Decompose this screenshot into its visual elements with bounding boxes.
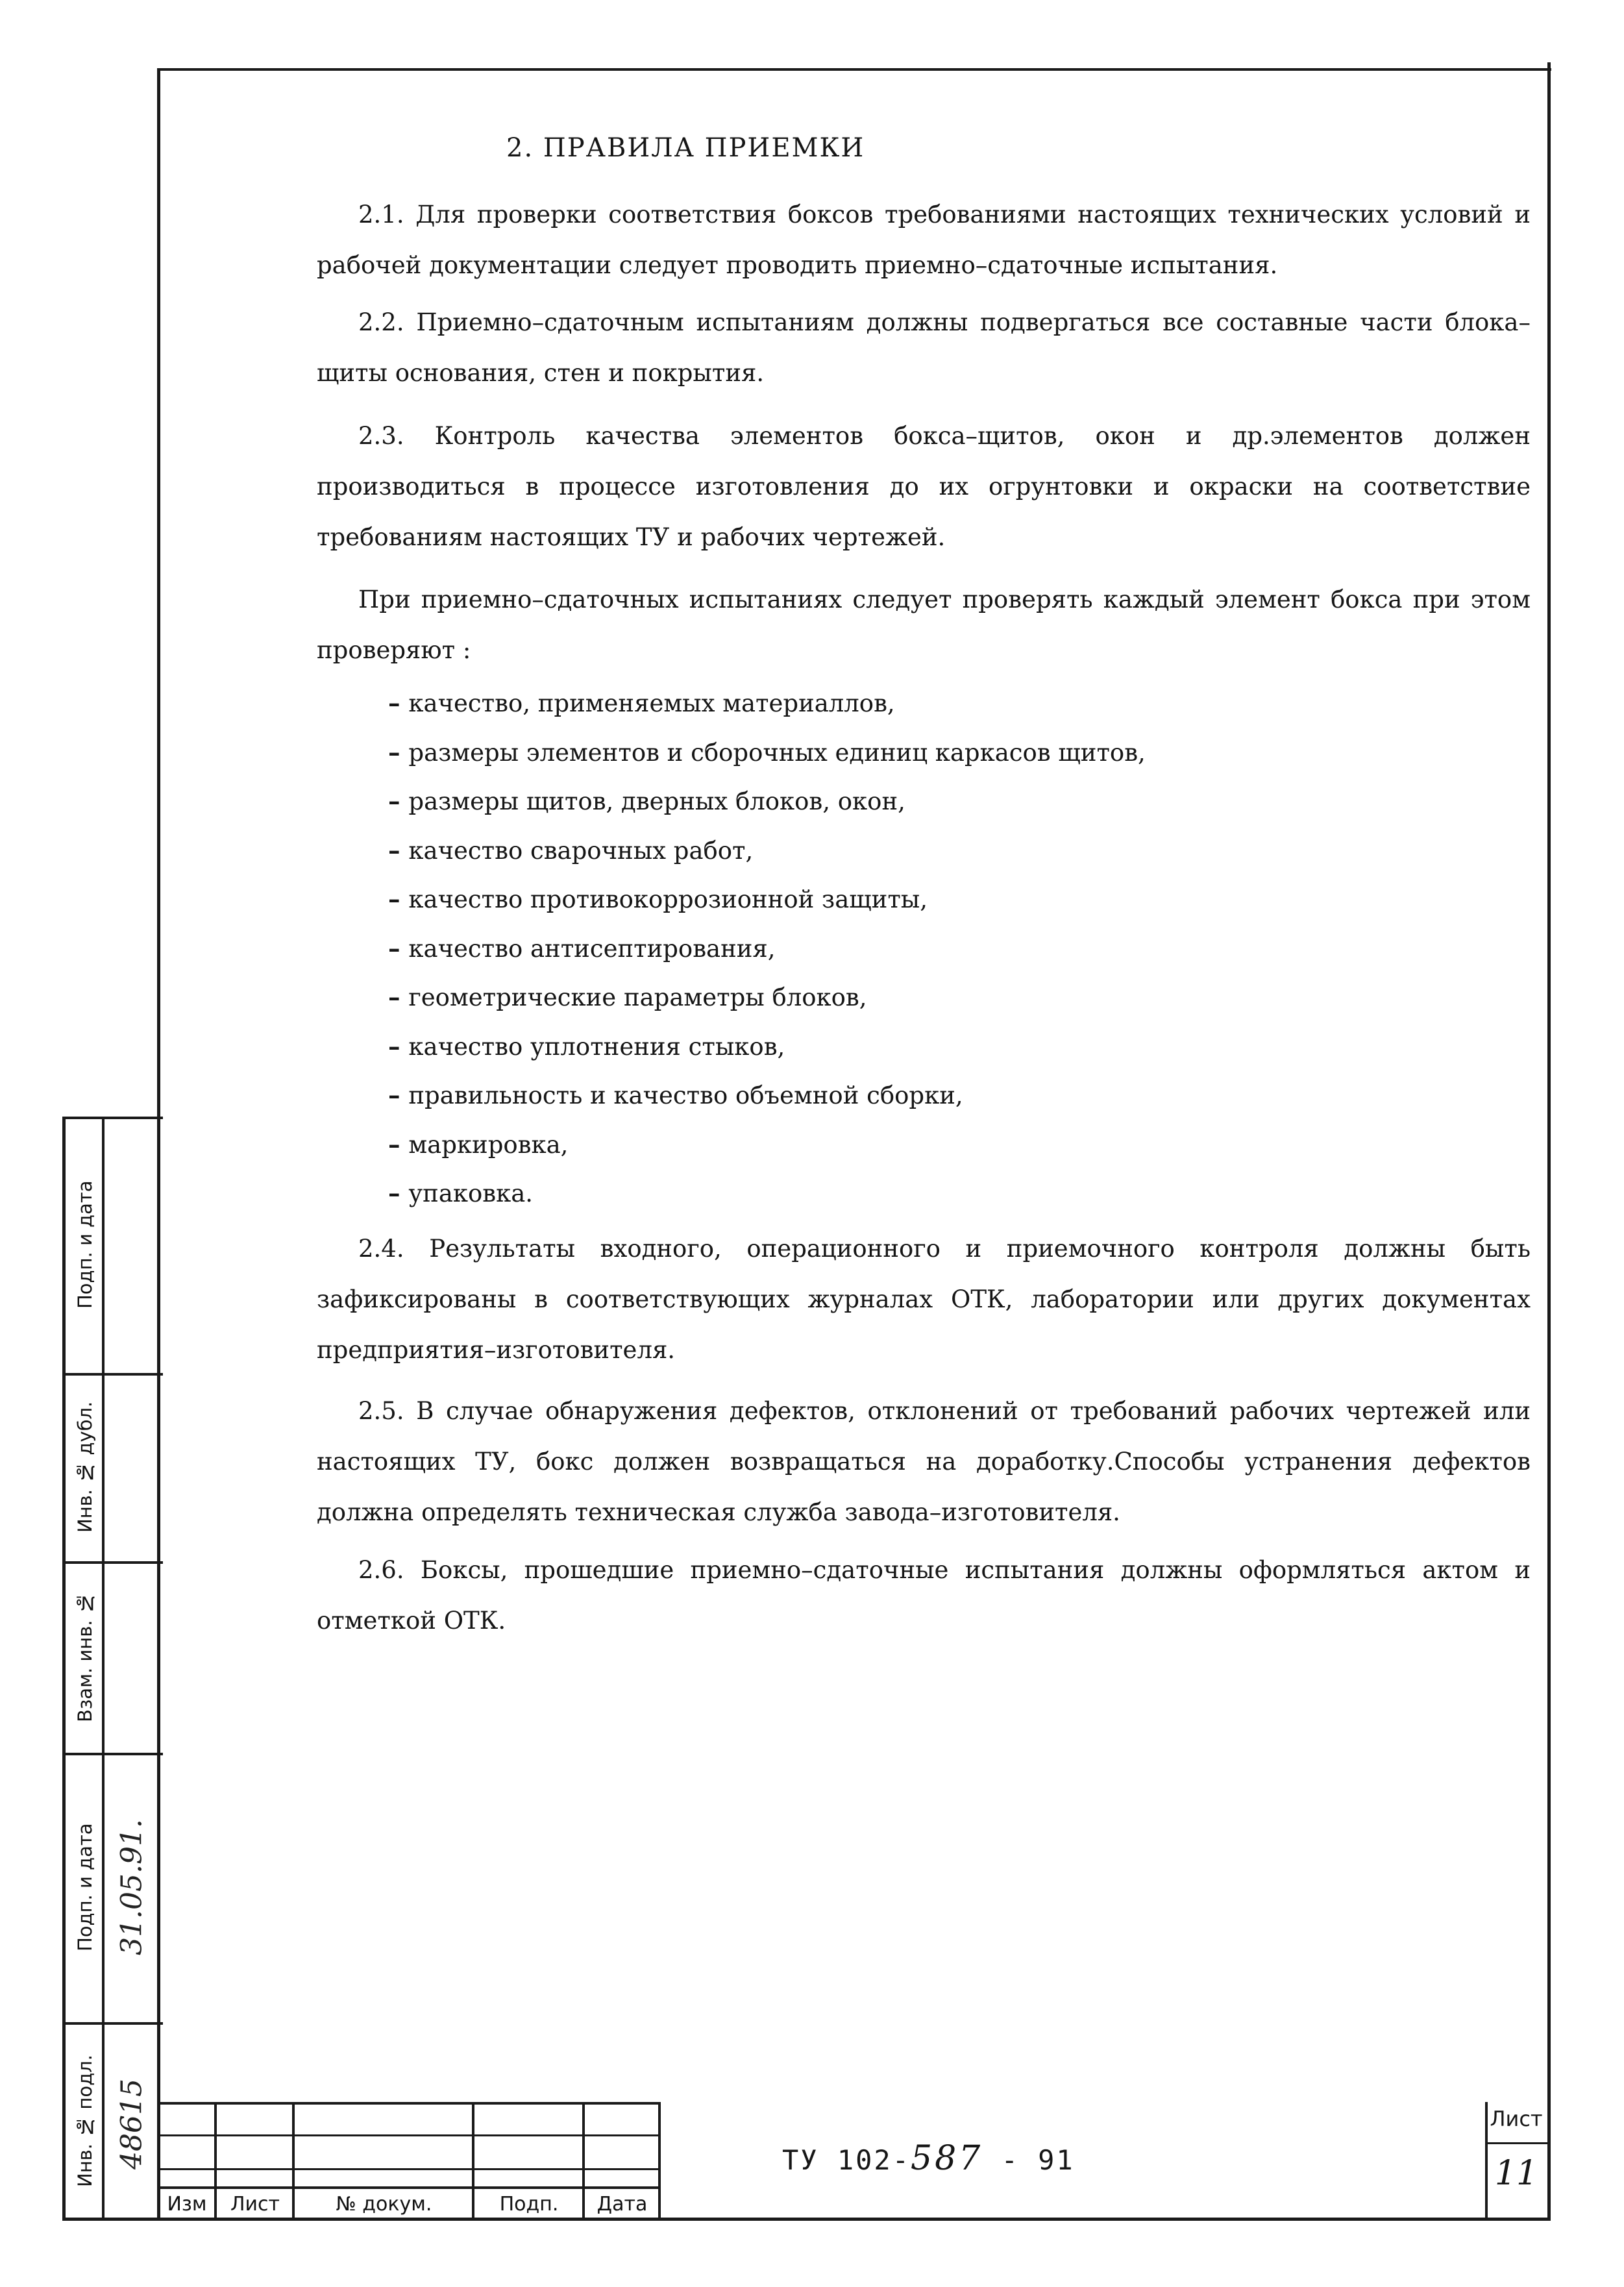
paragraph-2-4: 2.4. Результаты входного, операционного и приемочного контроля должны быть зафиксированы в соответствующих журналах ОТК, лаборатории или других документах предприятия–изготовителя. bbox=[317, 1235, 1531, 1364]
document-code bbox=[782, 2139, 1075, 2178]
code-number: 587 bbox=[911, 2139, 983, 2178]
list-item: – маркировка, bbox=[388, 1120, 1146, 1170]
inv-dubl-label: Инв. № дубл. bbox=[74, 1401, 96, 1533]
list-item: – упаковка. bbox=[388, 1169, 1146, 1218]
handwritten-inv-number: 48615 bbox=[115, 2079, 149, 2170]
paragraph-2-3: 2.3. Контроль качества элементов бокса–щитов, окон и др.элементов должен производиться в процессе изготовления до их огрунтовки и окраски на соответствие требованиям настоящих ТУ и рабочих чертежей. bbox=[317, 422, 1531, 551]
strip-divider bbox=[102, 1117, 105, 2220]
stamp-podp-label: Подп. bbox=[499, 2193, 559, 2216]
sheet-number: 11 bbox=[1494, 2154, 1538, 2193]
sheet-label: Лист bbox=[1490, 2107, 1543, 2131]
side-binding-strip bbox=[62, 1117, 160, 2220]
check-items-list bbox=[388, 679, 1146, 1218]
podp-data-label-bottom: Подп. и дата bbox=[74, 1823, 96, 1952]
list-item: – размеры щитов, дверных блоков, окон, bbox=[388, 777, 1146, 826]
inv-podl-label: Инв. № подл. bbox=[74, 2055, 96, 2188]
paragraph-2-1: 2.1. Для проверки соответствия боксов требованиями настоящих технических условий и рабочей документации следует проводить приемно–сдаточные испытания. bbox=[317, 201, 1531, 279]
list-item: – качество антисептирования, bbox=[388, 924, 1146, 974]
list-item: – качество противокоррозионной защиты, bbox=[388, 875, 1146, 924]
list-item: – размеры элементов и сборочных единиц каркасов щитов, bbox=[388, 728, 1146, 778]
list-item: – качество, применяемых материаллов, bbox=[388, 679, 1146, 728]
stamp-line bbox=[1485, 2142, 1551, 2144]
vzam-inv-label: Взам. инв. № bbox=[74, 1592, 96, 1722]
paragraph-check-intro: При приемно–сдаточных испытаниях следует проверять каждый элемент бокса при этом проверяют : bbox=[317, 586, 1531, 664]
list-item: – правильность и качество объемной сборки, bbox=[388, 1071, 1146, 1120]
frame-right-border bbox=[1547, 62, 1551, 2220]
handwritten-date: 31.05.91. bbox=[115, 1819, 149, 1956]
list-item: – качество уплотнения стыков, bbox=[388, 1022, 1146, 1072]
stamp-izm-label: Изм bbox=[167, 2193, 207, 2216]
code-prefix: ТУ 102- bbox=[782, 2144, 911, 2176]
paragraph-2-2: 2.2. Приемно–сдаточным испытаниям должны подвергаться все составные части блока–щиты основания, стен и покрытия. bbox=[317, 308, 1531, 387]
stamp-list-label: Лист bbox=[230, 2193, 280, 2216]
stamp-doc-label: № докум. bbox=[336, 2193, 432, 2216]
paragraph-2-6: 2.6. Боксы, прошедшие приемно–сдаточные испытания должны оформляться актом и отметкой ОТК. bbox=[317, 1556, 1531, 1635]
frame-top-border bbox=[157, 68, 1551, 71]
podp-data-label: Подп. и дата bbox=[74, 1180, 96, 1309]
code-suffix: - 91 bbox=[1001, 2144, 1075, 2176]
list-item: – качество сварочных работ, bbox=[388, 826, 1146, 876]
section-title: 2. ПРАВИЛА ПРИЕМКИ bbox=[506, 133, 865, 163]
paragraph-2-5: 2.5. В случае обнаружения дефектов, отклонений от требований рабочих чертежей или настоящих ТУ, бокс должен возвращаться на доработку.Способы устранения дефектов должна определять техническая служба завода–изготовителя. bbox=[317, 1397, 1531, 1526]
list-item: – геометрические параметры блоков, bbox=[388, 973, 1146, 1022]
stamp-data-label: Дата bbox=[597, 2193, 648, 2216]
